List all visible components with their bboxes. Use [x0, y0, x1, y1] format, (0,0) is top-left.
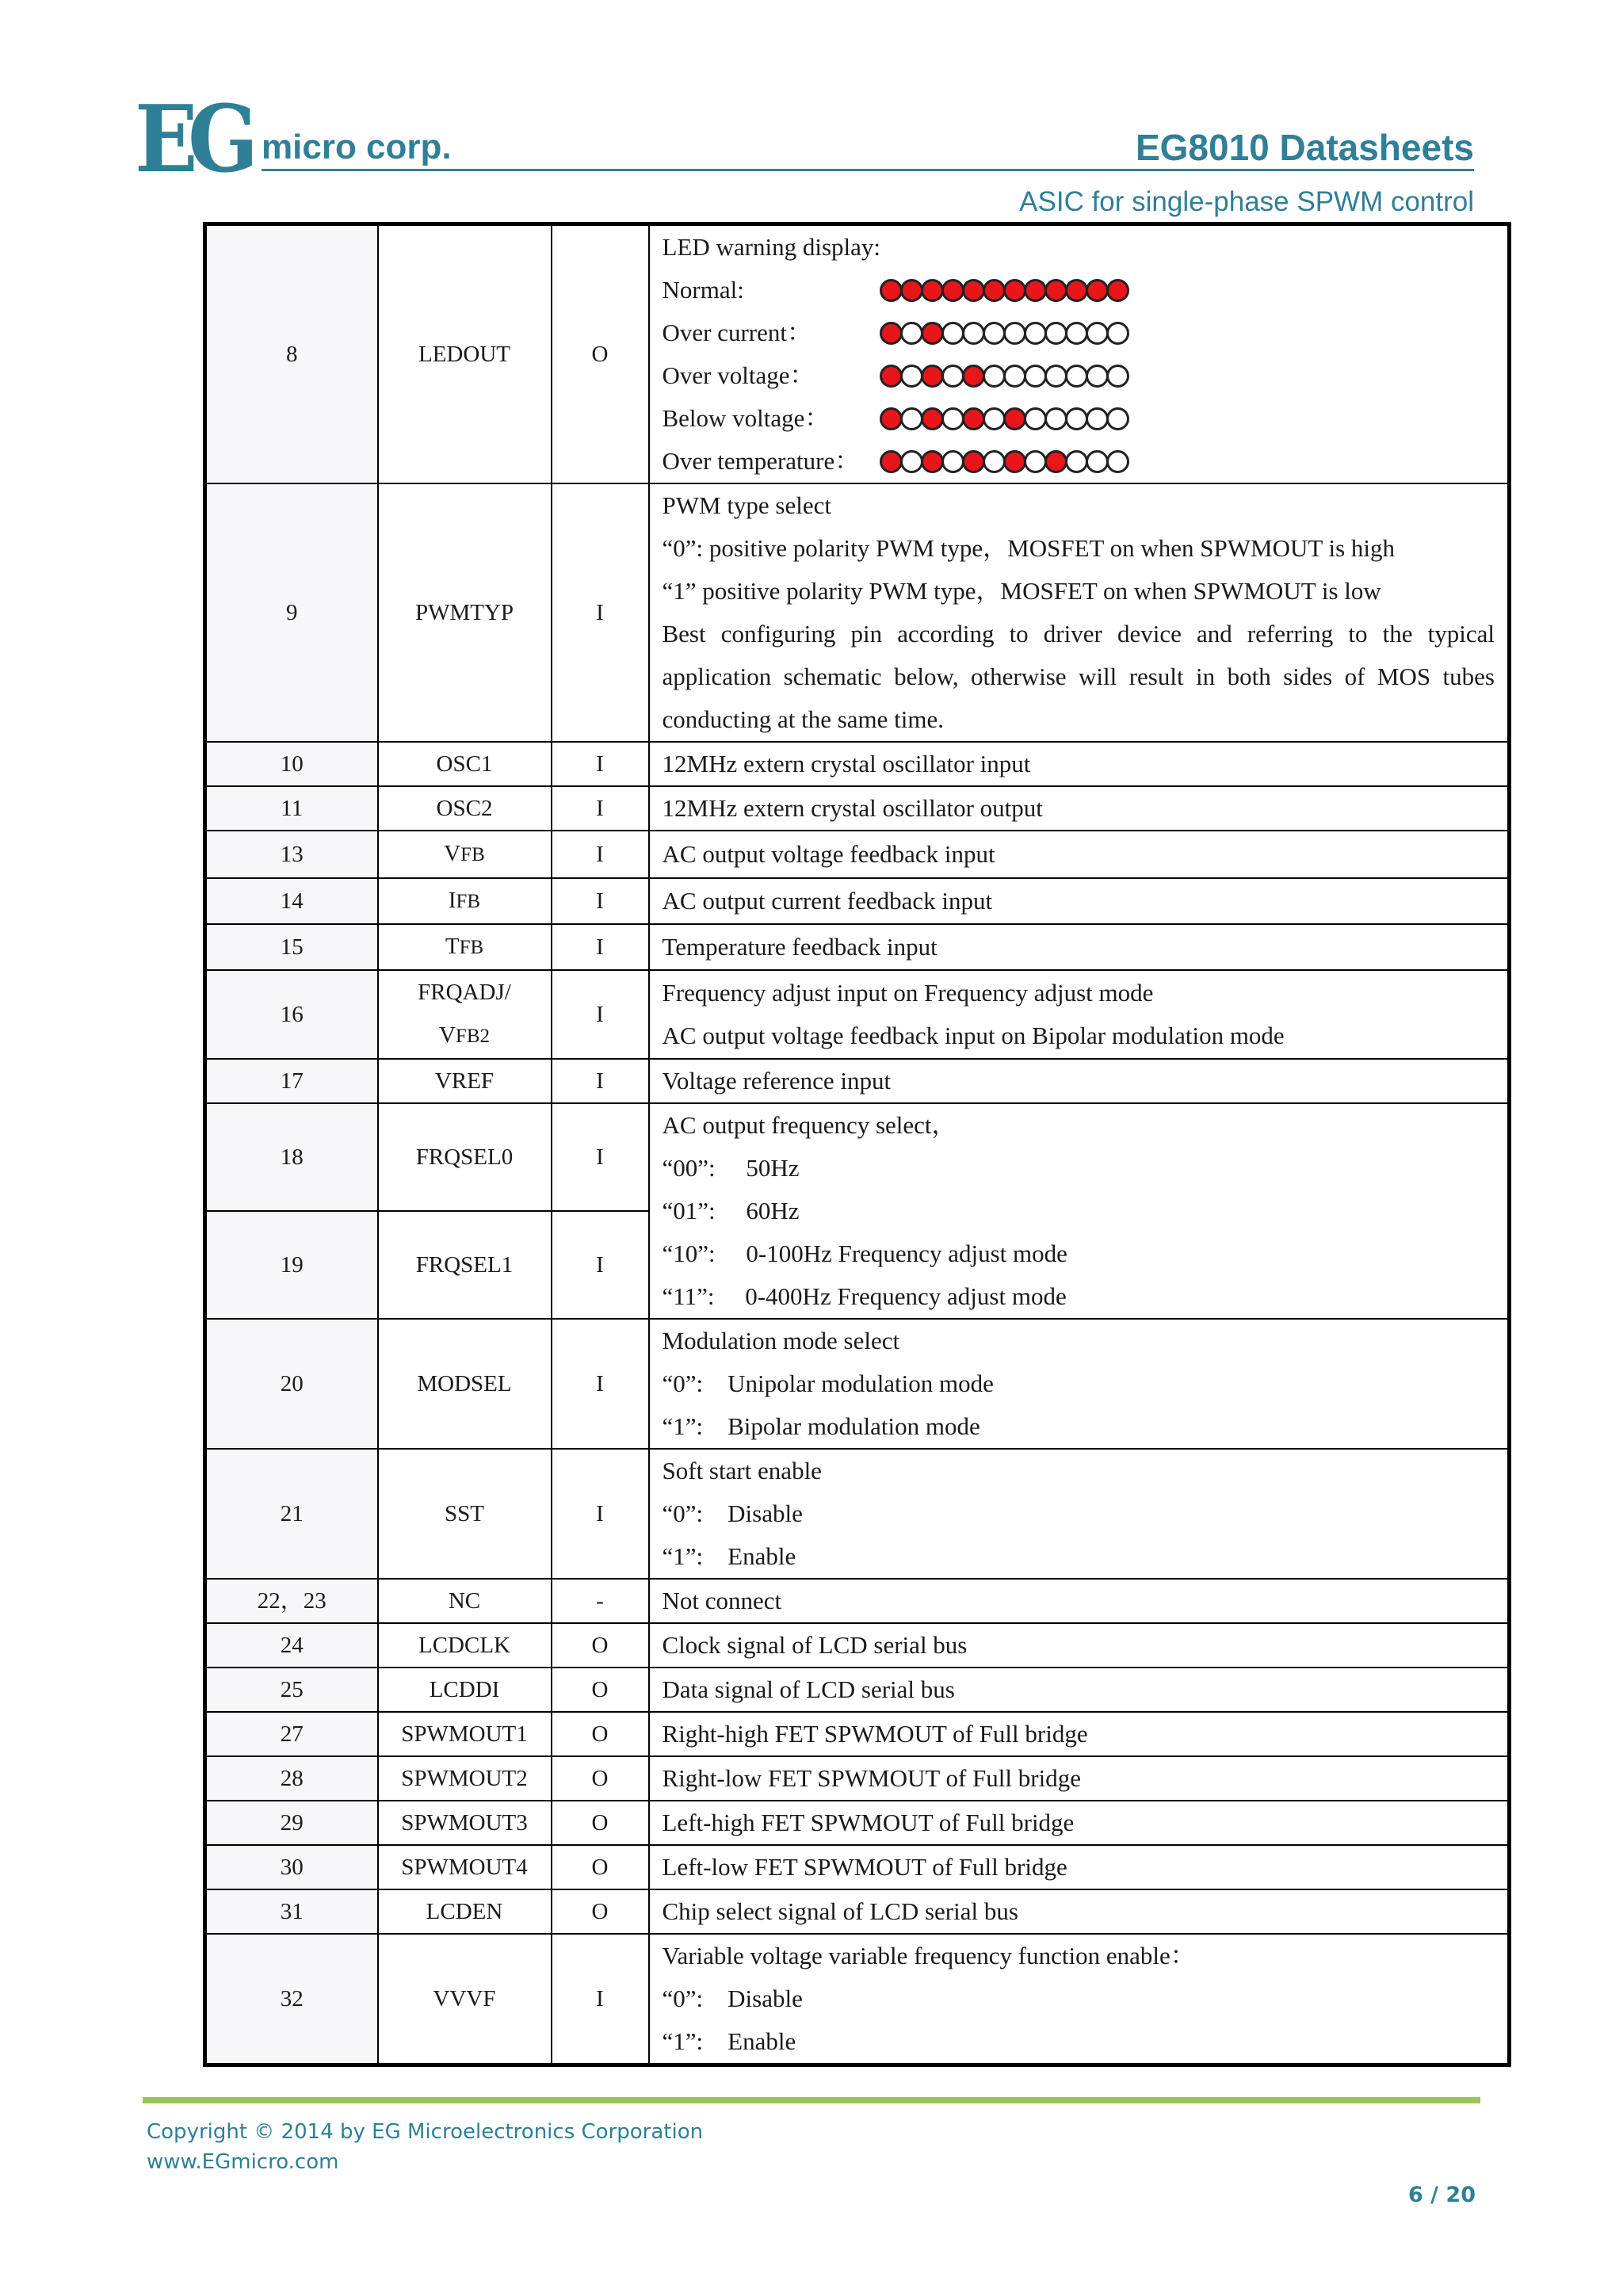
pin-name: SST	[378, 1449, 552, 1579]
table-row	[205, 1889, 1510, 1934]
pin-name-main: I	[448, 888, 456, 913]
pin-number: 18	[205, 1103, 378, 1211]
led-off-icon	[1086, 407, 1109, 430]
pin-description: 12MHz extern crystal oscillator output	[649, 786, 1510, 831]
pin-description: Right-high FET SPWMOUT of Full bridge	[649, 1712, 1510, 1756]
pin-description: AC output voltage feedback input	[649, 831, 1510, 878]
pin-number: 28	[205, 1756, 378, 1801]
pin-description: AC output current feedback input	[649, 878, 1510, 924]
table-row	[205, 786, 1510, 831]
led-pattern-label: Over voltage：	[662, 361, 815, 389]
led-display-heading: LED warning display:	[662, 233, 881, 261]
led-off-icon	[1065, 407, 1088, 430]
pin-number: 14	[205, 878, 378, 924]
pin-name-main: V	[444, 841, 461, 866]
led-off-icon	[900, 322, 923, 345]
led-off-icon	[1086, 322, 1109, 345]
pin-number: 11	[205, 786, 378, 831]
description-line: Variable voltage variable frequency function enable：	[662, 1942, 1195, 1969]
pin-io: I	[552, 1103, 649, 1211]
description-line: “00”: 50Hz	[662, 1154, 800, 1182]
description-line: “1”: Enable	[662, 2027, 796, 2055]
led-off-icon	[1065, 322, 1088, 345]
pin-description	[649, 1103, 1510, 1319]
pin-name: VREF	[378, 1059, 552, 1103]
pin-io: I	[552, 786, 649, 831]
led-on-icon	[921, 407, 944, 430]
pin-number: 20	[205, 1319, 378, 1449]
led-pattern-row	[663, 311, 1495, 354]
description-line: Best configuring pin according to driver device and referring to the typical application schematic below, otherwise will result in both sides of MOS tubes conducting at the same time.	[662, 620, 1495, 733]
led-pattern-label: Over current：	[662, 319, 812, 346]
pin-io: -	[552, 1579, 649, 1623]
pin-name-sub: FB	[456, 891, 481, 912]
pin-io: O	[552, 1623, 649, 1668]
website-link[interactable]: www.EGmicro.com	[147, 2150, 339, 2174]
led-on-icon	[1003, 279, 1026, 302]
led-on-icon	[921, 450, 944, 473]
led-off-icon	[1106, 407, 1129, 430]
pin-number: 27	[205, 1712, 378, 1756]
led-off-icon	[1024, 407, 1047, 430]
led-off-icon	[983, 322, 1006, 345]
pin-io: I	[552, 1319, 649, 1449]
pin-description	[649, 224, 1510, 484]
led-on-icon	[921, 322, 944, 345]
description-line: AC output frequency select，	[662, 1111, 957, 1139]
pin-description	[649, 1319, 1510, 1449]
table-row	[205, 1059, 1510, 1103]
pin-number: 13	[205, 831, 378, 878]
led-off-icon	[1106, 450, 1129, 473]
pin-description: Data signal of LCD serial bus	[649, 1668, 1510, 1712]
pin-description	[649, 1449, 1510, 1579]
led-pattern-row	[663, 269, 1495, 311]
led-on-icon	[1106, 279, 1129, 302]
pin-description	[649, 970, 1510, 1059]
pin-io: O	[552, 1801, 649, 1845]
led-on-icon	[880, 279, 903, 302]
description-line: “1”: Enable	[662, 1542, 796, 1570]
pin-name: PWMTYP	[378, 483, 552, 742]
description-line: “0”: Disable	[662, 1985, 803, 2012]
led-off-icon	[1086, 365, 1109, 388]
led-pattern-row	[663, 397, 1495, 440]
pin-io: I	[552, 1934, 649, 2065]
pin-description: Temperature feedback input	[649, 924, 1510, 970]
led-on-icon	[1044, 279, 1067, 302]
table-row	[205, 1845, 1510, 1889]
led-pattern-label: Normal:	[662, 276, 744, 304]
pin-io: I	[552, 878, 649, 924]
led-on-icon	[1003, 407, 1026, 430]
description-line: “1”: Bipolar modulation mode	[662, 1412, 980, 1440]
pin-io: I	[552, 1059, 649, 1103]
pin-description: Chip select signal of LCD serial bus	[649, 1889, 1510, 1934]
pin-description: Voltage reference input	[649, 1059, 1510, 1103]
pin-io: O	[552, 1668, 649, 1712]
led-off-icon	[941, 450, 964, 473]
table-row	[205, 970, 1510, 1059]
pin-name-line	[379, 1014, 551, 1058]
pin-name: SPWMOUT4	[378, 1845, 552, 1889]
led-off-icon	[962, 322, 985, 345]
pin-number: 24	[205, 1623, 378, 1668]
description-line: “0”: Unipolar modulation mode	[662, 1370, 994, 1397]
pin-io: I	[552, 924, 649, 970]
table-row	[205, 1449, 1510, 1579]
led-indicator-strip	[880, 322, 1127, 345]
table-row	[205, 224, 1510, 484]
pin-name: LEDOUT	[378, 224, 552, 484]
table-row	[205, 878, 1510, 924]
description-line: Modulation mode select	[662, 1327, 900, 1354]
description-line: PWM type select	[662, 491, 832, 519]
led-off-icon	[1065, 450, 1088, 473]
led-off-icon	[900, 407, 923, 430]
led-off-icon	[983, 365, 1006, 388]
table-row	[205, 483, 1510, 742]
pin-name: FRQSEL0	[378, 1103, 552, 1211]
description-line: AC output voltage feedback input on Bipolar modulation mode	[662, 1022, 1285, 1049]
description-line: “01”: 60Hz	[662, 1197, 800, 1224]
pin-io: O	[552, 1712, 649, 1756]
table-row	[205, 1668, 1510, 1712]
led-off-icon	[1024, 322, 1047, 345]
pin-name	[378, 924, 552, 970]
header-divider	[262, 169, 1474, 171]
document-subtitle: ASIC for single-phase SPWM control	[1019, 186, 1474, 217]
pin-description: Not connect	[649, 1579, 1510, 1623]
pin-description: 12MHz extern crystal oscillator input	[649, 742, 1510, 786]
led-on-icon	[1065, 279, 1088, 302]
pin-name	[378, 878, 552, 924]
pin-name-sub: FB	[460, 844, 485, 865]
led-indicator-strip	[880, 450, 1127, 473]
pin-name-main: V	[438, 1022, 456, 1048]
led-on-icon	[1086, 279, 1109, 302]
led-off-icon	[900, 450, 923, 473]
copyright-notice: Copyright © 2014 by EG Microelectronics Corporation	[147, 2120, 704, 2144]
table-row	[205, 1712, 1510, 1756]
pin-io: O	[552, 224, 649, 484]
led-on-icon	[983, 279, 1006, 302]
pin-description	[649, 483, 1510, 742]
led-on-icon	[880, 407, 903, 430]
table-row	[205, 1801, 1510, 1845]
led-off-icon	[941, 407, 964, 430]
pin-description: Left-low FET SPWMOUT of Full bridge	[649, 1845, 1510, 1889]
pin-name: LCDCLK	[378, 1623, 552, 1668]
pin-io: I	[552, 742, 649, 786]
led-on-icon	[962, 450, 985, 473]
pin-number: 16	[205, 970, 378, 1059]
pin-io: O	[552, 1756, 649, 1801]
pin-number: 31	[205, 1889, 378, 1934]
table-row	[205, 1319, 1510, 1449]
led-on-icon	[1024, 279, 1047, 302]
pin-number: 9	[205, 483, 378, 742]
description-line: “1” positive polarity PWM type，MOSFET on when SPWMOUT is low	[662, 577, 1381, 605]
pin-number: 30	[205, 1845, 378, 1889]
description-line: “11”: 0-400Hz Frequency adjust mode	[662, 1282, 1067, 1310]
pin-name: SPWMOUT3	[378, 1801, 552, 1845]
table-row	[205, 1623, 1510, 1668]
led-on-icon	[880, 450, 903, 473]
pin-description-table	[203, 222, 1511, 2067]
pin-number: 29	[205, 1801, 378, 1845]
led-on-icon	[900, 279, 923, 302]
description-line: Soft start enable	[662, 1457, 822, 1484]
led-off-icon	[983, 450, 1006, 473]
pin-description	[649, 1934, 1510, 2065]
footer-divider	[143, 2097, 1480, 2103]
led-indicator-strip	[880, 407, 1127, 430]
pin-name: LCDEN	[378, 1889, 552, 1934]
table-row	[205, 831, 1510, 878]
logo-text: EG	[135, 86, 249, 193]
pin-number: 32	[205, 1934, 378, 2065]
led-on-icon	[1003, 450, 1026, 473]
pin-name-sub: FB2	[455, 1026, 491, 1047]
led-off-icon	[1086, 450, 1109, 473]
pin-number: 22，23	[205, 1579, 378, 1623]
description-line: “10”: 0-100Hz Frequency adjust mode	[662, 1240, 1067, 1267]
pin-name: LCDDI	[378, 1668, 552, 1712]
pin-name: FRQSEL1	[378, 1211, 552, 1319]
led-off-icon	[1024, 365, 1047, 388]
led-pattern-list	[663, 269, 1495, 483]
description-line: “0”: Disable	[662, 1499, 803, 1527]
led-on-icon	[962, 279, 985, 302]
led-on-icon	[880, 365, 903, 388]
led-pattern-label: Over temperature：	[662, 447, 860, 475]
led-off-icon	[941, 322, 964, 345]
pin-number: 17	[205, 1059, 378, 1103]
pin-io: O	[552, 1889, 649, 1934]
led-on-icon	[921, 279, 944, 302]
pin-number: 25	[205, 1668, 378, 1712]
led-off-icon	[1106, 365, 1129, 388]
pin-description: Clock signal of LCD serial bus	[649, 1623, 1510, 1668]
pin-number: 8	[205, 224, 378, 484]
pin-name: OSC2	[378, 786, 552, 831]
led-off-icon	[941, 365, 964, 388]
table-row	[205, 924, 1510, 970]
led-off-icon	[1003, 322, 1026, 345]
pin-name: MODSEL	[378, 1319, 552, 1449]
table-row	[205, 1579, 1510, 1623]
led-pattern-row	[663, 440, 1495, 483]
pin-name: SPWMOUT2	[378, 1756, 552, 1801]
led-indicator-strip	[880, 279, 1127, 302]
pin-name: VVVF	[378, 1934, 552, 2065]
page-number: 6 / 20	[1407, 2183, 1476, 2207]
pin-description: Left-high FET SPWMOUT of Full bridge	[649, 1801, 1510, 1845]
pin-number: 21	[205, 1449, 378, 1579]
led-off-icon	[1106, 322, 1129, 345]
pin-name-main: T	[445, 934, 460, 959]
table-row	[205, 1103, 1510, 1211]
pin-io: I	[552, 1449, 649, 1579]
pin-number: 19	[205, 1211, 378, 1319]
pin-io: I	[552, 831, 649, 878]
table-row	[205, 1756, 1510, 1801]
led-pattern-label: Below voltage：	[662, 404, 830, 432]
led-off-icon	[1024, 450, 1047, 473]
table-row	[205, 1934, 1510, 2065]
pin-name-sub: FB	[459, 937, 484, 958]
pin-io: I	[552, 1211, 649, 1319]
pin-name	[378, 970, 552, 1059]
pin-name	[378, 831, 552, 878]
document-title: EG8010 Datasheets	[1135, 127, 1474, 168]
description-line: “0”: positive polarity PWM type，MOSFET on when SPWMOUT is high	[662, 534, 1396, 562]
pin-io: O	[552, 1845, 649, 1889]
led-off-icon	[1044, 322, 1067, 345]
pin-io: I	[552, 483, 649, 742]
led-pattern-row	[663, 354, 1495, 397]
led-off-icon	[1065, 365, 1088, 388]
table-row	[205, 742, 1510, 786]
led-on-icon	[962, 365, 985, 388]
pin-description: Right-low FET SPWMOUT of Full bridge	[649, 1756, 1510, 1801]
led-indicator-strip	[880, 365, 1127, 388]
company-name: micro corp.	[262, 128, 452, 166]
led-on-icon	[921, 365, 944, 388]
pin-number: 15	[205, 924, 378, 970]
pin-io: I	[552, 970, 649, 1059]
pin-name: NC	[378, 1579, 552, 1623]
led-off-icon	[1003, 365, 1026, 388]
pin-name: SPWMOUT1	[378, 1712, 552, 1756]
pin-name: OSC1	[378, 742, 552, 786]
led-on-icon	[962, 407, 985, 430]
led-off-icon	[900, 365, 923, 388]
description-line: Frequency adjust input on Frequency adjust mode	[662, 979, 1154, 1007]
led-off-icon	[1044, 407, 1067, 430]
led-off-icon	[983, 407, 1006, 430]
led-on-icon	[1044, 450, 1067, 473]
led-on-icon	[941, 279, 964, 302]
pin-number: 10	[205, 742, 378, 786]
led-on-icon	[880, 322, 903, 345]
pin-name-line: FRQADJ/	[418, 980, 511, 1005]
led-off-icon	[1044, 365, 1067, 388]
